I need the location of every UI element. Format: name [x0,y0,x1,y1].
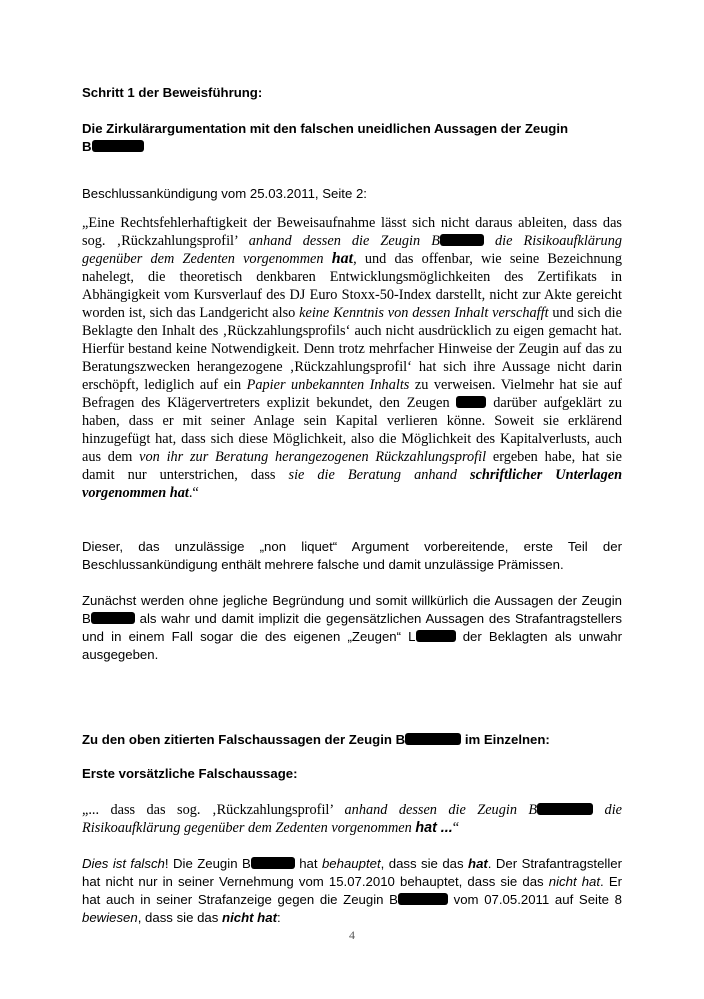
first-falschaussage-heading: Erste vorsätzliche Falschaussage: [82,766,298,781]
paragraph-dieser: Dieser, das unzulässige „non liquet“ Argument vorbereitende, erste Teil der Beschlussankündigung enthält mehrere falsche und damit unzulässige Prämissen. [82,539,622,572]
falschaussagen-heading: Zu den oben zitierten Falschaussagen der Zeugin B im Einzelnen: [82,732,550,747]
redaction-bar [440,234,484,246]
redaction-bar [416,630,456,642]
redaction-bar [537,803,593,815]
step-heading: Schritt 1 der Beweisführung: [82,85,263,100]
section-heading: Die Zirkulärargumentation mit den falschen uneidlichen Aussagen der Zeugin B [82,121,569,154]
redaction-bar [398,893,448,905]
redaction-bar [456,396,486,408]
page-number: 4 [349,928,355,942]
redaction-bar [92,140,144,152]
paragraph-zunaechst: Zunächst werden ohne jegliche Begründung und somit willkürlich die Aussagen der Zeugin B als wahr und damit implizit die gegensätzlichen Aussagen des Strafantragstellers und in einem Fall sogar die des eigenen „Zeugen“ L der Beklagten als unwahr ausgegeben. [82,593,623,662]
quote-excerpt: „... dass das sog. ‚Rückzahlungsprofil’ anhand dessen die Zeugin B die Risikoaufklärung gegenüber dem Zedenten vorgenommen hat ...“ [82,802,623,836]
document-page [82,84,622,927]
paragraph-dies-ist-falsch: Dies ist falsch! Die Zeugin B hat behauptet, dass sie das hat. Der Strafantragsteller hat nicht nur in seiner Vernehmung vom 15.07.2010 behauptet, dass sie das nicht hat. Er hat auch in seiner Strafanzeige gegen die Zeugin B vom 07.05.2011 auf Seite 8 bewiesen, dass sie das nicht hat: [82,856,623,925]
redaction-bar [251,857,295,869]
redaction-bar [91,612,135,624]
beschluss-label: Beschlussankündigung vom 25.03.2011, Seite 2: [82,186,367,201]
quote-block: „Eine Rechtsfehlerhaftigkeit der Beweisaufnahme lässt sich nicht daraus ableiten, dass das sog. ‚Rückzahlungsprofil’ anhand dessen die Zeugin B die Risikoaufklärung gegenüber dem Zedenten vorgenommen hat, und das offenbar, wie seine Bezeichnung nahelegt, die theoretisch denkbaren Entwicklungsmöglichkeiten des Zertifikats in Abhängigkeit vom Kursverlauf des DJ Euro Stoxx-50-Index darstellt, nicht zur Akte gereicht worden ist, sich das Landgericht also keine Kenntnis von dessen Inhalt verschafft und sich die Beklagte den Inhalt des ‚Rückzahlungsprofils‘ auch nicht ausdrücklich zu eigen gemacht hat. Hierfür bestand keine Notwendigkeit. Denn trotz mehrfacher Hinweise der Zeugin auf das zu Beratungszwecken herangezogene ‚Rückzahlungsprofil‘ hat sich ihre Aussage nicht darin erschöpft, lediglich auf ein Papier unbekannten Inhalts zu verweisen. Vielmehr hat sie auf Befragen des Klägervertreters explizit bekundet, den Zeugen darüber aufgeklärt zu haben, dass er mit seiner Anlage sein Kapital verlieren könne. Soweit sie erklärend hinzugefügt hat, dass sich diese Möglichkeit, also die Möglichkeit des Kapitalverlusts, auch aus dem von ihr zur Beratung herangezogenen Rückzahlungsprofil ergeben habe, hat sie damit nur unterstrichen, dass sie die Beratung anhand schriftlicher Unterlagen vorgenommen hat.“ [82,215,623,501]
redaction-bar [405,733,461,745]
